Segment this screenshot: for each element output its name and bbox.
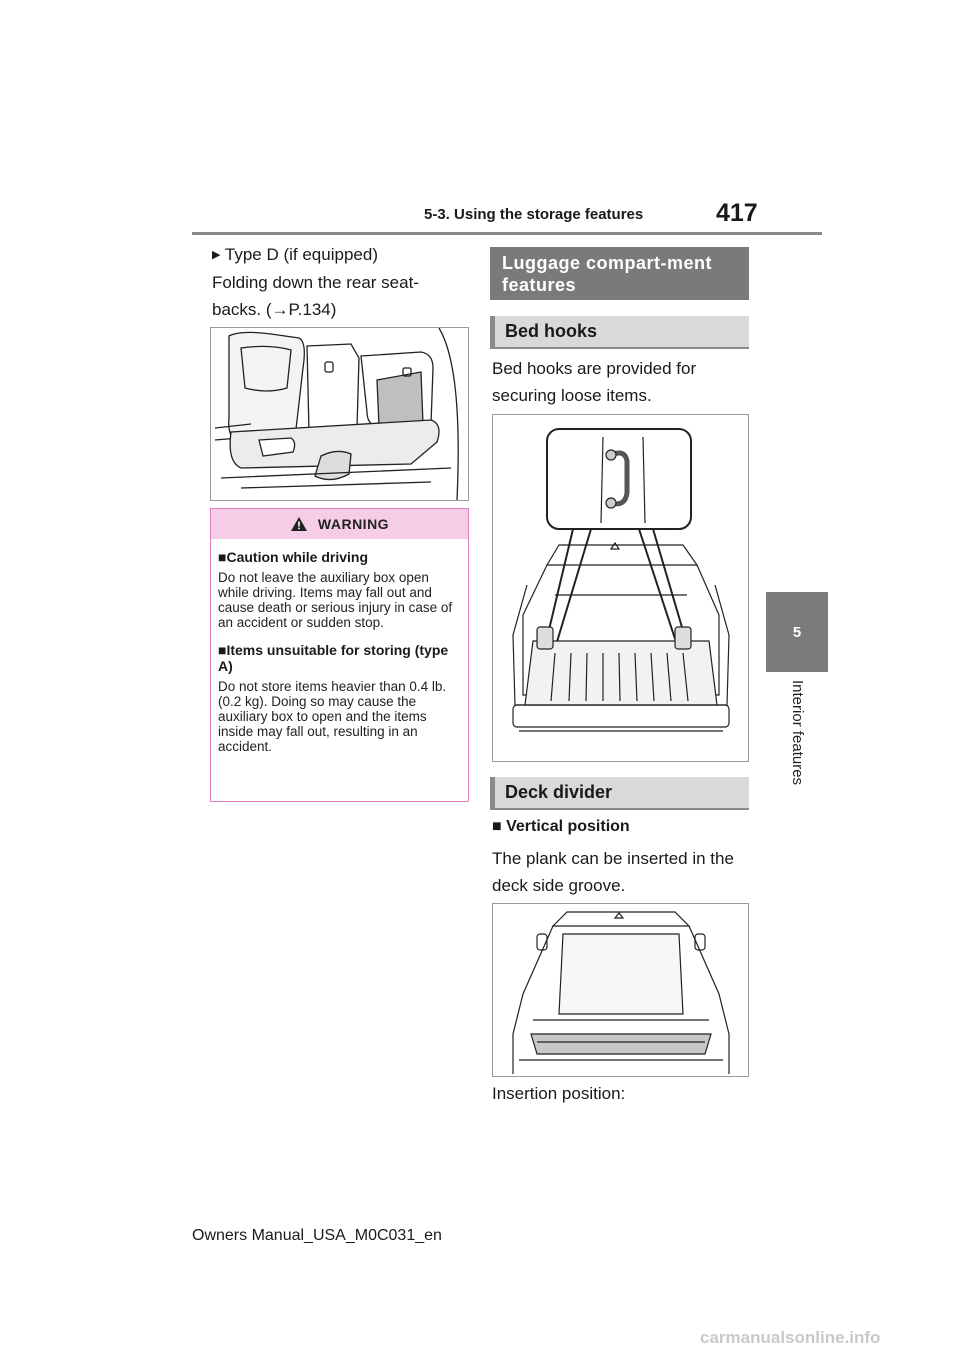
luggage-features-heading: Luggage compart-ment features: [490, 247, 749, 300]
warning-paragraph-1: Do not leave the auxiliary box open while driving. Items may fall out and cause death or serious injury in case of an accident or sudden stop.: [218, 570, 453, 630]
fold-text-line1: Folding down the rear seat-: [212, 273, 419, 292]
warning-heading-2: ■Items unsuitable for storing (type A): [218, 642, 449, 674]
warning-box: [210, 508, 469, 802]
type-d-label: ▶ Type D (if equipped): [212, 245, 378, 264]
rear-seat-drawing: [211, 328, 468, 500]
chapter-number: 5: [792, 623, 802, 641]
warning-icon: [290, 516, 308, 532]
vertical-position-heading: ■ Vertical position: [492, 818, 630, 835]
arrow-icon: →: [271, 300, 289, 319]
footer-manual-id: Owners Manual_USA_M0C031_en: [192, 1227, 442, 1244]
rear-seat-illustration: [210, 327, 469, 501]
page-ref-link[interactable]: P.134): [288, 300, 337, 319]
bed-hooks-text-line2: securing loose items.: [492, 386, 652, 405]
warning-paragraph-2: Do not store items heavier than 0.4 lb. (0.2 kg). Doing so may cause the auxiliary box to open and the items inside may fall out, resulting in an accident.: [218, 679, 447, 754]
triangle-bullet-icon: ▶: [212, 249, 221, 261]
insertion-position-text: Insertion position:: [492, 1084, 626, 1103]
watermark: carmanualsonline.info: [700, 1328, 881, 1347]
truck-bed-drawing: [493, 415, 748, 761]
bed-hooks-illustration: [492, 414, 749, 762]
warning-title: WARNING: [317, 516, 390, 532]
deck-divider-drawing: [493, 904, 748, 1076]
chapter-tab: [766, 592, 828, 672]
bed-hooks-text-line1: Bed hooks are provided for: [492, 359, 697, 378]
deck-divider-illustration: [492, 903, 749, 1077]
bed-hooks-heading: Bed hooks: [490, 316, 749, 349]
warning-header: [211, 509, 468, 539]
vertical-text-line1: The plank can be inserted in the: [492, 849, 734, 868]
warning-heading-1: ■Caution while driving: [218, 549, 369, 565]
fold-text-line2: backs. (→P.134): [212, 300, 337, 319]
vertical-text-line2: deck side groove.: [492, 876, 626, 895]
header-rule: [192, 232, 822, 235]
deck-divider-heading: Deck divider: [490, 777, 749, 810]
chapter-label: Interior features: [789, 680, 806, 786]
section-title: 5-3. Using the storage features: [424, 206, 644, 223]
page-number: 417: [716, 199, 758, 227]
